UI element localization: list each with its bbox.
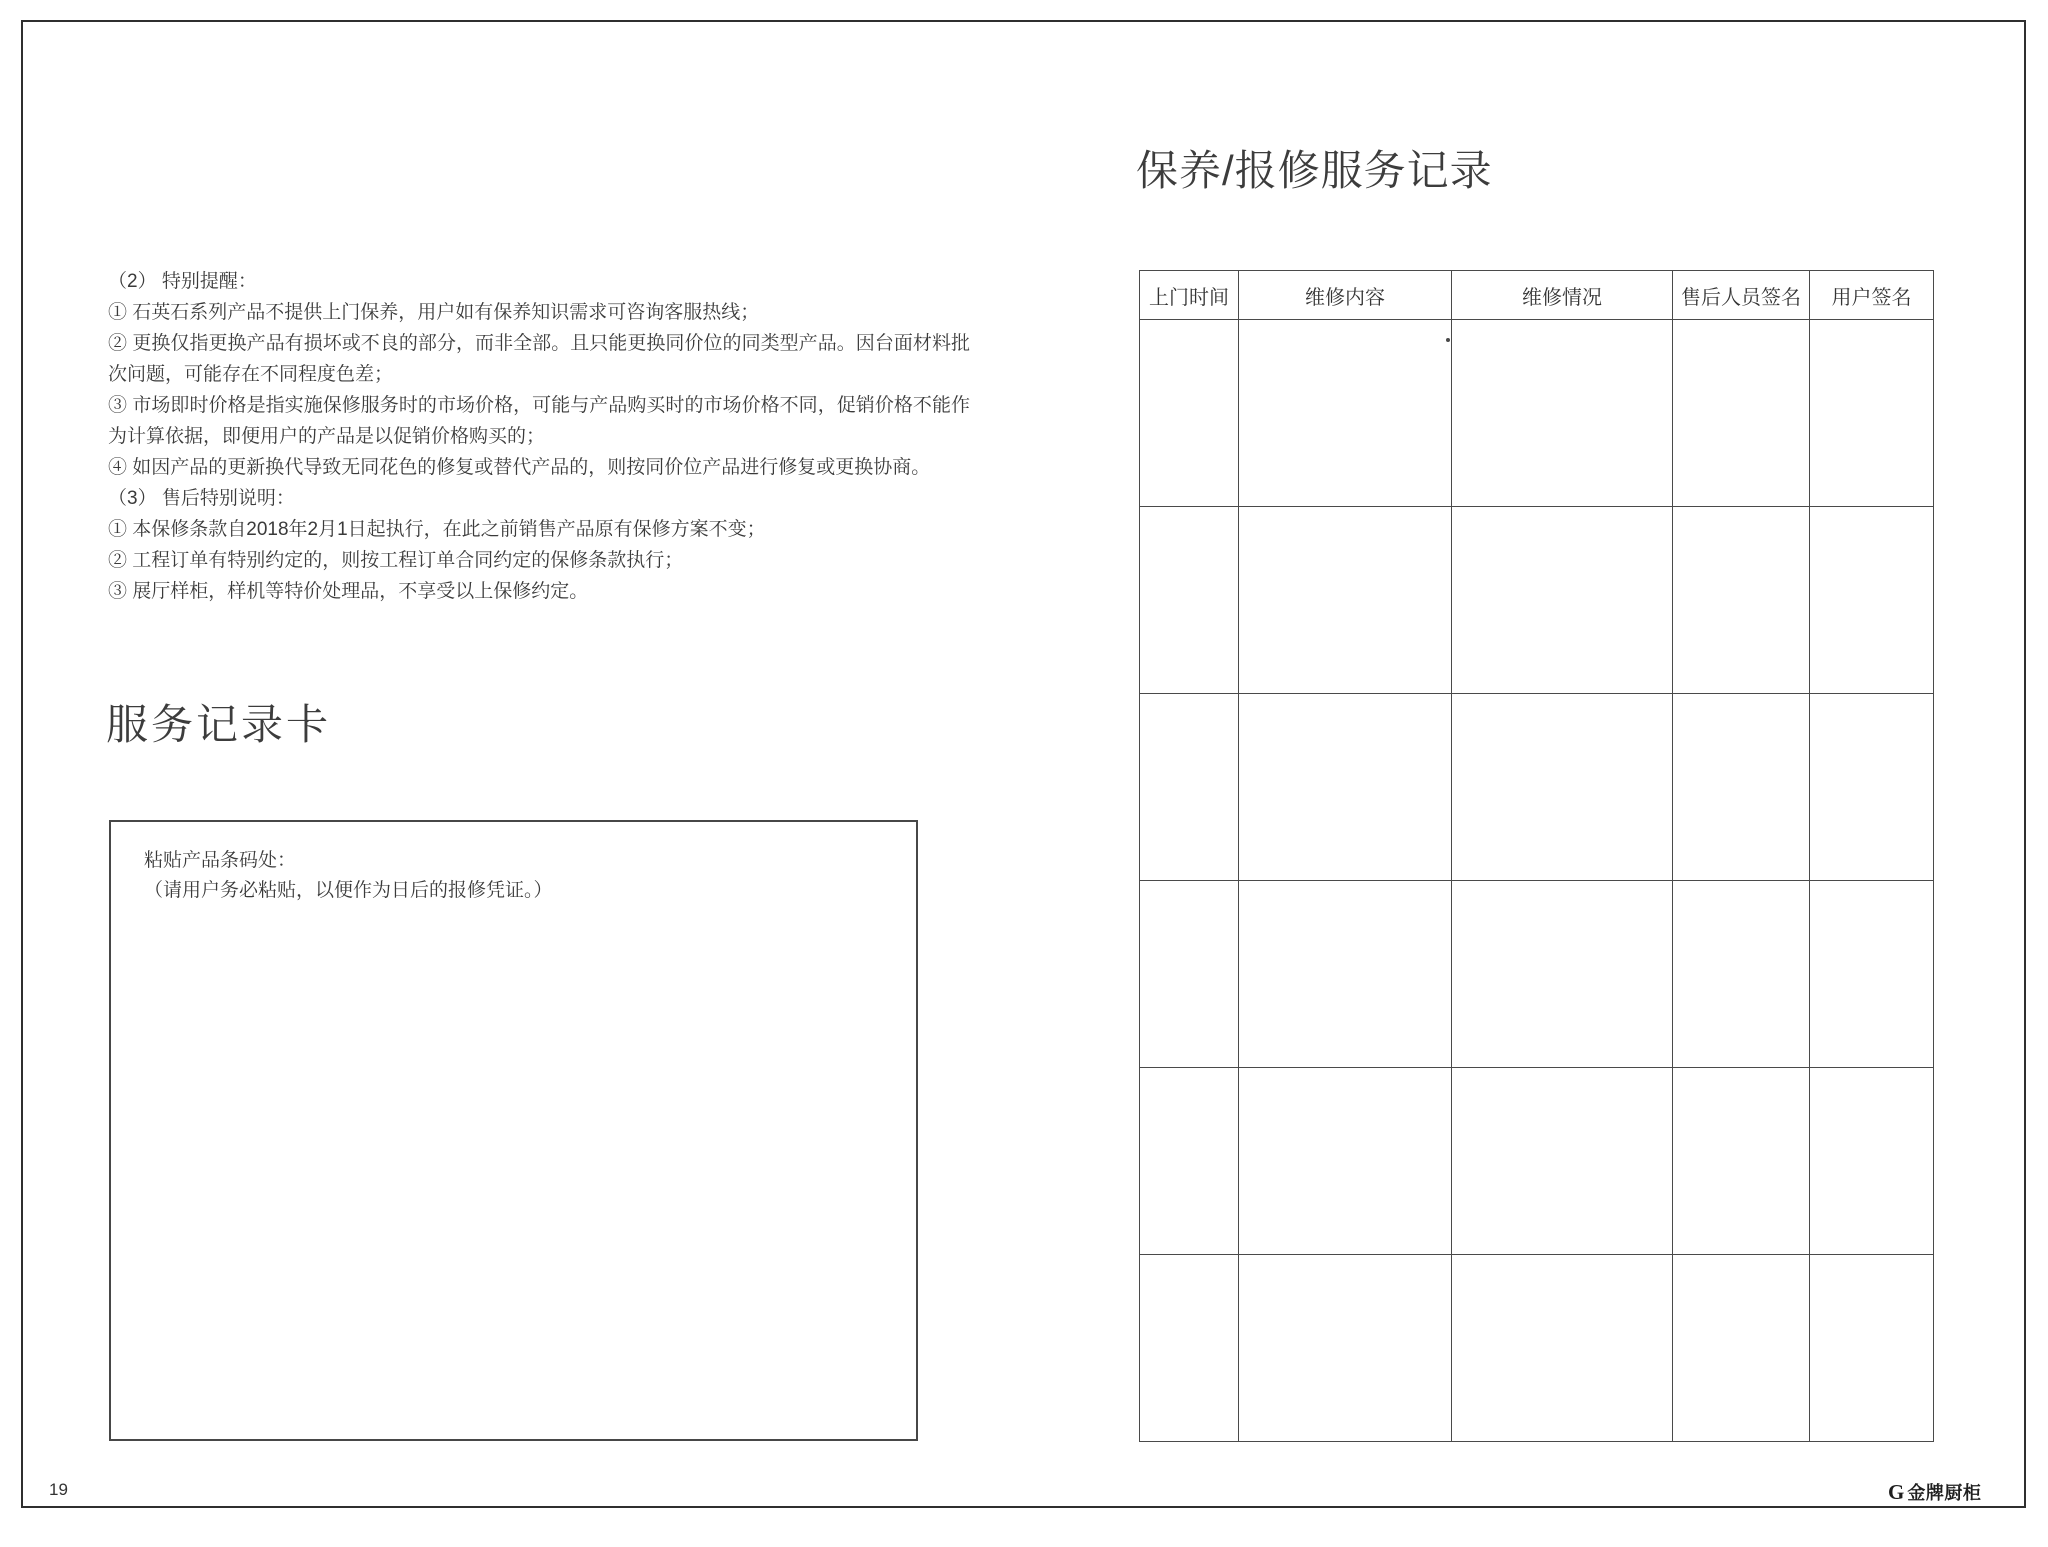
table-cell: [1673, 881, 1810, 1068]
table-cell: [1673, 1255, 1810, 1442]
table-cell: [1673, 320, 1810, 507]
table-cell: [1673, 694, 1810, 881]
warranty-notes: [108, 266, 970, 607]
barcode-paste-box: [109, 820, 918, 1441]
table-cell: [1239, 1068, 1452, 1255]
header-repair-content: 维修内容: [1239, 271, 1452, 320]
page-number: 19: [49, 1480, 68, 1499]
table-cell: [1452, 320, 1673, 507]
header-visit-time: 上门时间: [1140, 271, 1239, 320]
table-cell: [1810, 694, 1934, 881]
table-row: [1140, 694, 1934, 881]
service-record-table: [1139, 270, 1934, 1442]
brand-logo: [1888, 1479, 1981, 1505]
table-cell: [1810, 507, 1934, 694]
service-card-title: 服务记录卡: [106, 701, 332, 748]
table-cell: [1140, 1255, 1239, 1442]
note-line: ④ 如因产品的更新换代导致无同花色的修复或替代产品的，则按同价位产品进行修复或更换协商。: [108, 457, 931, 478]
table-cell: [1673, 1068, 1810, 1255]
table-cell: [1239, 1255, 1452, 1442]
table-cell: [1239, 320, 1452, 507]
table-row: [1140, 507, 1934, 694]
table-cell: [1239, 507, 1452, 694]
note-line: ③ 市场即时价格是指实施保修服务时的市场价格，可能与产品购买时的市场价格不同，促销价格不能作为计算依据，即便用户的产品是以促销价格购买的；: [108, 395, 970, 447]
header-staff-signature: 售后人员签名: [1673, 271, 1810, 320]
table-row: [1140, 1255, 1934, 1442]
table-cell: [1140, 1068, 1239, 1255]
table-cell: [1452, 881, 1673, 1068]
table-row: [1140, 320, 1934, 507]
table-header-row: [1140, 271, 1934, 320]
note-line: （2） 特别提醒：: [108, 271, 257, 292]
table-cell: [1810, 881, 1934, 1068]
header-user-signature: 用户签名: [1810, 271, 1934, 320]
table-cell: [1810, 1255, 1934, 1442]
table-cell: [1452, 507, 1673, 694]
barcode-box-note: （请用户务必粘贴，以便作为日后的报修凭证。）: [144, 880, 553, 901]
table-cell: [1140, 507, 1239, 694]
table-row: [1140, 1068, 1934, 1255]
table-cell: [1810, 320, 1934, 507]
table-cell: [1239, 881, 1452, 1068]
table-cell: [1452, 694, 1673, 881]
maintenance-record-title: 保养/报修服务记录: [1136, 147, 1493, 194]
barcode-box-label: 粘贴产品条码处：: [144, 850, 297, 871]
table-row: [1140, 881, 1934, 1068]
note-line: ① 本保修条款自2018年2月1日起执行，在此之前销售产品原有保修方案不变；: [108, 519, 766, 540]
header-repair-status: 维修情况: [1452, 271, 1673, 320]
note-line: ② 工程订单有特别约定的，则按工程订单合同约定的保修条款执行；: [108, 550, 684, 571]
note-line: ② 更换仅指更换产品有损坏或不良的部分，而非全部。且只能更换同价位的同类型产品。因台面材料批次问题，可能存在不同程度色差；: [108, 333, 970, 385]
note-line: ③ 展厅样柜，样机等特价处理品，不享受以上保修约定。: [108, 581, 589, 602]
note-line: ① 石英石系列产品不提供上门保养，用户如有保养知识需求可咨询客服热线；: [108, 302, 760, 323]
table-cell: [1810, 1068, 1934, 1255]
table-cell: [1140, 320, 1239, 507]
table-cell: [1140, 881, 1239, 1068]
stray-print-mark: [1446, 338, 1450, 342]
table-cell: [1140, 694, 1239, 881]
table-cell: [1452, 1255, 1673, 1442]
table-cell: [1452, 1068, 1673, 1255]
note-line: （3） 售后特别说明：: [108, 488, 295, 509]
table-cell: [1673, 507, 1810, 694]
brand-g-icon: G: [1888, 1479, 1905, 1504]
table-cell: [1239, 694, 1452, 881]
brand-logo-text: 金牌厨柜: [1907, 1483, 1982, 1503]
